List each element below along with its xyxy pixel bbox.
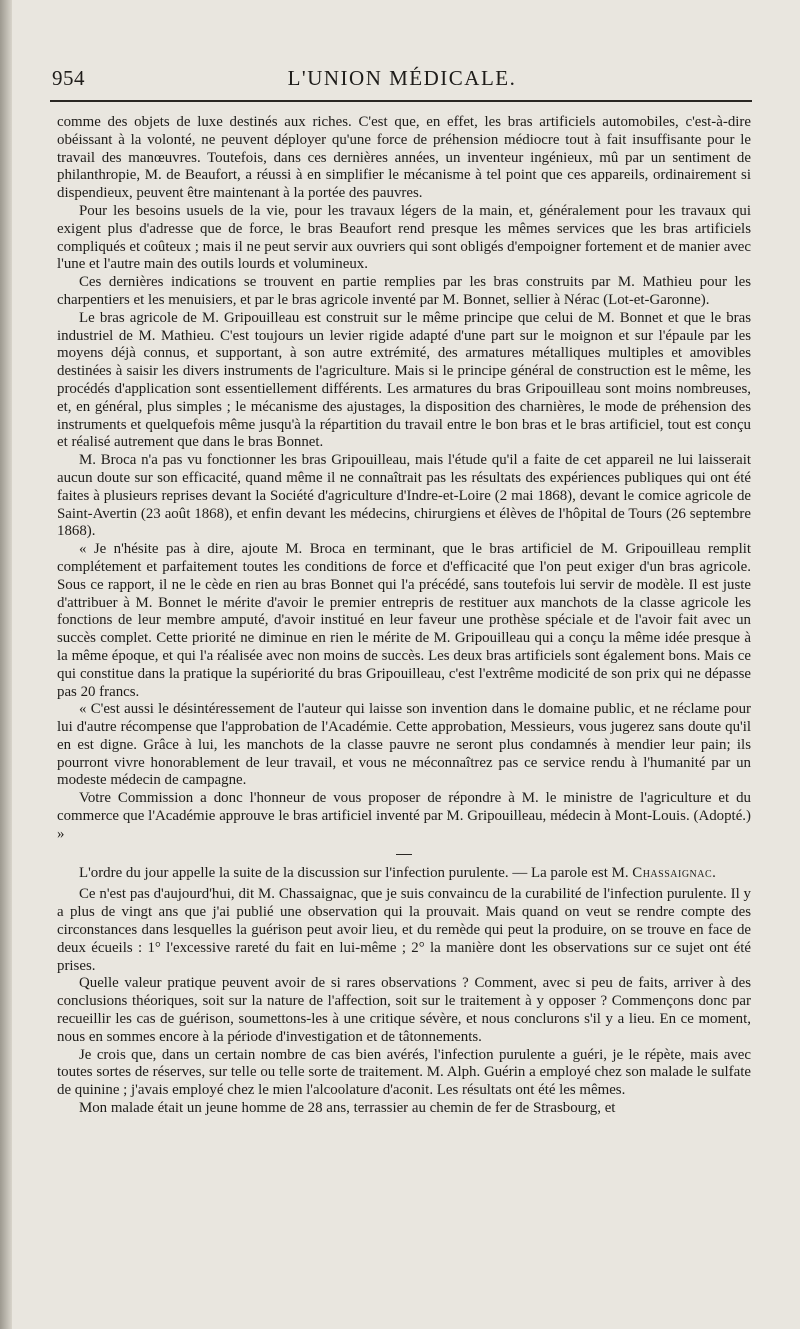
paragraph: Le bras agricole de M. Gripouilleau est construit sur le même principe que celui de M. Bonnet et que le bras industriel de M. Mathieu. C'est toujours un levier rigide adapté d'une part sur le moignon et sur l'épaule par les moyens déjà connus, et supportant, à son autre extrémité, des armatures métalliques multiples et amovibles destinées à saisir les divers instruments de l'agriculture. Mais si le principe général de construction est le même, les procédés d'application sont essentiellement différents. Les armatures du bras Gripouilleau sont moins nombreuses, et, en général, plus simples ; le mécanisme des ajustages, la disposition des charnières, le mode de préhension des instruments et quelquefois même jusqu'à la répartition du travail entre le bon bras et le bras artificiel, tout est conçu et réalisé autrement que dans le bras Bonnet.: [57, 309, 751, 451]
running-title: L'UNION MÉDICALE.: [287, 66, 517, 90]
article-body: [57, 114, 751, 1118]
paragraph: Je crois que, dans un certain nombre de cas bien avérés, l'infection purulente a guéri, je le répète, mais avec toutes sortes de réserves, sur telle ou telle sorte de traitement. M. Alph. Guérin a employé chez son malade le sulfate de quinine ; j'avais employé chez le mien l'alcoolature d'aconit. Les résultats ont été les mêmes.: [57, 1046, 751, 1099]
speaker-name: Chassaignac.: [632, 864, 717, 881]
paragraph: Mon malade était un jeune homme de 28 ans, terrassier au chemin de fer de Strasbourg, et: [79, 1100, 616, 1117]
order-of-day: [57, 865, 751, 883]
section-separator: [396, 854, 412, 855]
order-of-day-text: L'ordre du jour appelle la suite de la discussion sur l'infection purulente. — La parole est M.: [79, 864, 633, 881]
paragraph: Votre Commission a donc l'honneur de vous proposer de répondre à M. le ministre de l'agriculture et du commerce que l'Académie approuve le bras artificiel inventé par M. Gripouilleau, médecin à Mont-Louis. (Adopté.) »: [57, 790, 751, 842]
paragraph: Pour les besoins usuels de la vie, pour les travaux légers de la main, et, généralement pour les travaux qui exigent plus d'adresse que de force, le bras Beaufort rend presque les mêmes services que les bras artificiels compliqués et coûteux ; mais il ne peut servir aux ouvriers qui sont obligés d'empoigner fortement et de manier avec l'une et l'autre main des outils lourds et volumineux.: [57, 202, 751, 273]
page-header: [52, 66, 752, 96]
page-number: 954: [52, 66, 85, 90]
paragraph: « C'est aussi le désintéressement de l'auteur qui laisse son invention dans le domaine public, et ne réclame pour lui d'autre récompense que l'approbation de l'Académie. Cette approbation, Messieurs, vous jugerez sans doute qu'il en est digne. Grâce à lui, les manchots de la classe pauvre ne seront plus condamnés à mendier leur pain; ils pourront vivre honorablement de leur travail, et vous ne méconnaîtrez pas ce service rendu à l'humanité par un modeste médecin de campagne.: [57, 701, 751, 789]
paragraph: Ces dernières indications se trouvent en partie remplies par les bras construits par M. Mathieu pour les charpentiers et les menuisiers, et par le bras agricole inventé par M. Bonnet, sellier à Nérac (Lot-et-Garonne).: [57, 274, 751, 308]
paragraph: « Je n'hésite pas à dire, ajoute M. Broca en terminant, que le bras artificiel de M. Gripouilleau remplit complétement et parfaitement toutes les conditions de force et d'efficacité que l'on peut exiger d'un bras agricole. Sous ce rapport, il ne le cède en rien au bras Bonnet qui l'a précédé, sans toutefois lui servir de modèle. Il est juste d'attribuer à M. Bonnet le mérite d'avoir le premier entrepris de restituer aux manchots de la classe agricole les fonctions de leur membre amputé, d'avoir institué en leur faveur une prothèse spéciale et de l'avoir fait avec un succès complet. Cette priorité ne diminue en rien le mérite de M. Gripouilleau qui a conçu la même idée presque à la même époque, et qui l'a réalisée avec non moins de succès. Les deux bras artificiels sont également bons. Mais ce qui constitue dans la pratique la supériorité du bras Gripouilleau, c'est l'extrême modicité de son prix qui ne dépasse pas 20 francs.: [57, 541, 751, 700]
binding-gutter: [0, 0, 12, 1329]
header-rule: [50, 100, 752, 102]
paragraph: Ce n'est pas d'aujourd'hui, dit M. Chassaignac, que je suis convaincu de la curabilité de l'infection purulente. Il y a plus de vingt ans que j'ai publié une observation qui la prouvait. Mais quand on veut se rendre compte des circonstances dans lesquelles la guérison peut avoir lieu, et du remède qui peut la produire, on se trouve en face de deux écueils : 1° l'excessive rareté du fait en lui-même ; 2° la manière dont les observations sur ce sujet ont été prises.: [57, 886, 751, 974]
paragraph: comme des objets de luxe destinés aux riches. C'est que, en effet, les bras artificiels automobiles, c'est-à-dire obéissant à la volonté, ne peuvent déployer qu'une force de préhension médiocre tout à fait insuffisante pour le travail des manœuvres. Toutefois, dans ces dernières années, un inventeur ingénieux, mû par un sentiment de philanthropie, M. de Beaufort, a réussi à en simplifier le mécanisme à tel point que ces appareils, ordinairement si dispendieux, peuvent être maintenant à la portée des pauvres.: [57, 114, 751, 202]
paragraph: Quelle valeur pratique peuvent avoir de si rares observations ? Comment, avec si peu de faits, arriver à des conclusions théoriques, soit sur la nature de l'affection, soit sur le traitement à y opposer ? Commençons donc par recueillir les cas de guérison, soumettons-les à une critique sévère, et nous conclurons s'il y a lieu. En ce moment, nous en sommes encore à la période d'investigation et de tâtonnements.: [57, 975, 751, 1045]
paragraph: M. Broca n'a pas vu fonctionner les bras Gripouilleau, mais l'étude qu'il a faite de cet appareil ne lui laisserait aucun doute sur son efficacité, quand même il ne connaîtrait pas les résultats des expériences publiques qui ont été faites à plusieurs reprises devant la Société d'agriculture d'Indre-et-Loire (2 mai 1868), devant le comice agricole de Saint-Avertin (23 août 1868), et enfin devant les médecins, chirurgiens et élèves de l'hôpital de Tours (26 septembre 1868).: [57, 452, 751, 540]
